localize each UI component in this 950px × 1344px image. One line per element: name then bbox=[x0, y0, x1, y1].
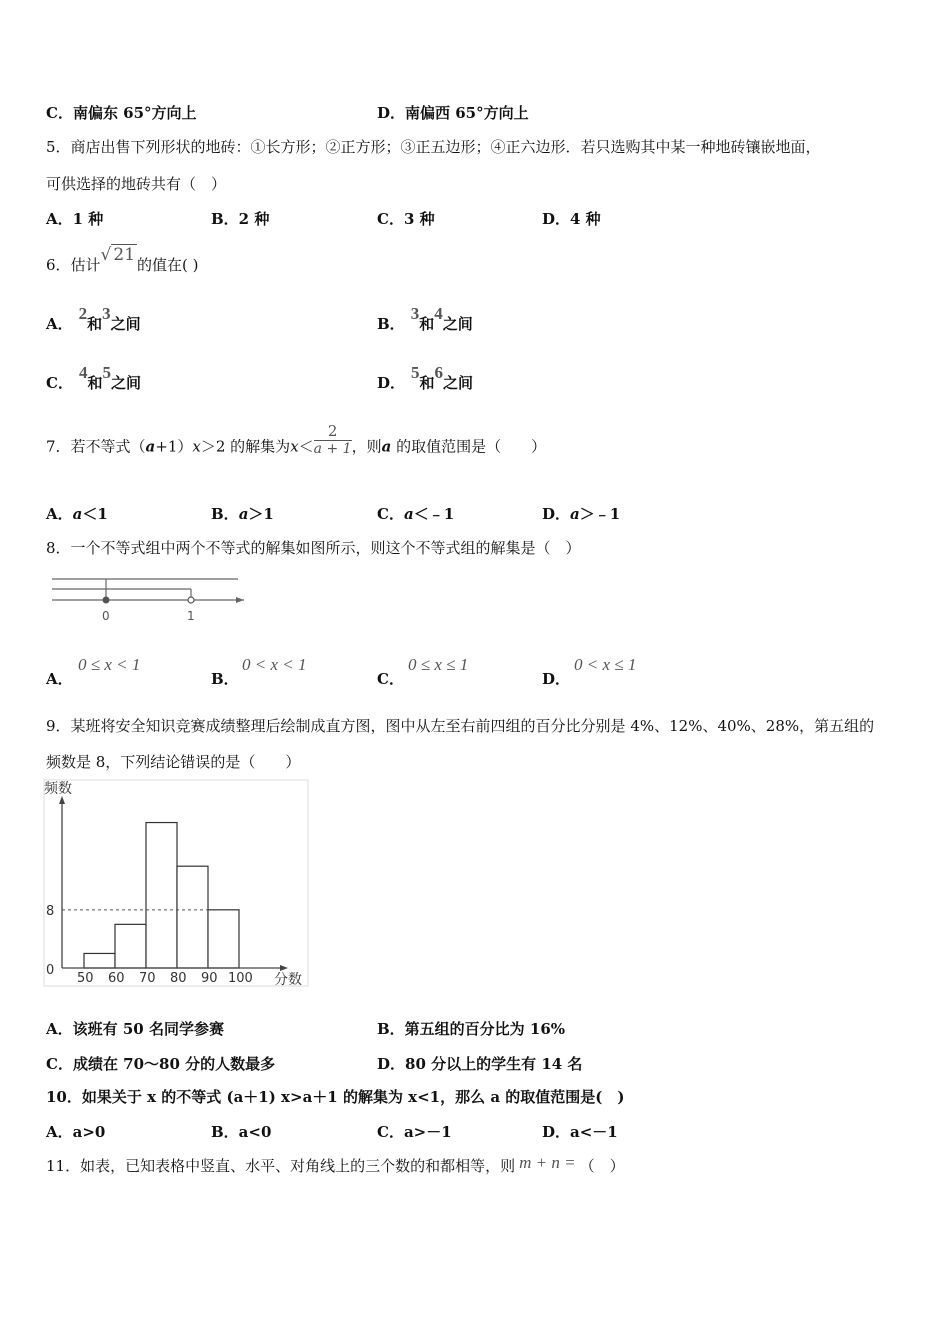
q6-suffix: 的值在( ) bbox=[137, 256, 199, 274]
q7-option-a-var: a bbox=[72, 505, 83, 523]
closed-point-0 bbox=[103, 597, 109, 603]
q6-option-b-mid: 和 bbox=[419, 315, 435, 333]
q7-part4: ，则 bbox=[351, 437, 382, 456]
q8-option-d-letter: D． bbox=[542, 670, 571, 688]
q6-option-b bbox=[377, 304, 473, 334]
q7-option-a bbox=[46, 503, 108, 524]
q6-option-d-n1: 5 bbox=[411, 363, 420, 382]
q5-text-line1: 5．商店出售下列形状的地砖：①长方形；②正方形；③正五边形；④正六边形．若只选购其中某一种地砖镶嵌地面， bbox=[46, 138, 821, 156]
q7-fraction bbox=[314, 422, 352, 457]
q9-option-d: D．80 分以上的学生有 14 名 bbox=[377, 1055, 583, 1073]
x-tick-70: 70 bbox=[139, 971, 156, 986]
histogram-bar-80-90 bbox=[177, 866, 208, 968]
q6-option-c bbox=[46, 363, 141, 393]
q7-part1: +1） bbox=[155, 437, 193, 456]
open-point-1 bbox=[188, 597, 194, 603]
q8-option-a-letter: A． bbox=[46, 670, 73, 688]
q9-option-a: A．该班有 50 名同学参赛 bbox=[46, 1020, 224, 1038]
q10-text: 10．如果关于 x 的不等式 (a＋1) x>a＋1 的解集为 x<1，那么 a 的取值范围是( ) bbox=[46, 1088, 625, 1106]
axis-label-0: 0 bbox=[102, 609, 110, 623]
q11-stem bbox=[46, 1155, 625, 1176]
q6-option-b-end: 之间 bbox=[442, 315, 473, 333]
q6-option-a-n1: 2 bbox=[78, 304, 88, 323]
q9-text-line2: 频数是 8，下列结论错误的是（ ） bbox=[46, 753, 301, 771]
q7-var-a2: a bbox=[381, 437, 392, 456]
q6-option-c-n2: 5 bbox=[102, 363, 111, 382]
q7-option-d-var: a bbox=[570, 505, 580, 523]
q6-stem bbox=[46, 245, 199, 275]
histogram-bars bbox=[84, 823, 239, 968]
q8-option-c-expr: 0 ≤ x ≤ 1 bbox=[408, 655, 469, 674]
q6-option-d bbox=[377, 363, 474, 393]
x-axis-label: 分数 bbox=[274, 972, 302, 988]
q6-option-a-mid: 和 bbox=[87, 315, 103, 333]
q8-option-d-expr: 0 < x ≤ 1 bbox=[574, 655, 637, 674]
x-axis-arrow-icon bbox=[280, 965, 288, 971]
q9-text-line1: 9．某班将安全知识竞赛成绩整理后绘制成直方图，图中从左至右前四组的百分比分别是 4%、12%、40%、28%，第五组的 bbox=[46, 717, 875, 735]
q7-prefix: 7．若不等式（ bbox=[46, 437, 146, 456]
q5-option-d: D．4 种 bbox=[542, 210, 601, 228]
q8-text: 8．一个不等式组中两个不等式的解集如图所示，则这个不等式组的解集是（ ） bbox=[46, 539, 581, 557]
q8-option-a-expr: 0 ≤ x < 1 bbox=[78, 655, 141, 674]
histogram-bar-90-100 bbox=[208, 910, 239, 968]
q7-stem bbox=[46, 422, 547, 465]
q4-option-c: C．南偏东 65°方向上 bbox=[46, 104, 197, 122]
histogram-bar-60-70 bbox=[115, 924, 146, 968]
q10-option-b: B．a<0 bbox=[211, 1123, 272, 1141]
q6-prefix: 6．估计 bbox=[46, 256, 101, 274]
q6-option-c-mid: 和 bbox=[87, 374, 103, 392]
q9-option-b: B．第五组的百分比为 16% bbox=[377, 1020, 566, 1038]
q6-option-b-n1: 3 bbox=[410, 304, 420, 323]
q7-option-c-letter: C． bbox=[377, 505, 404, 523]
q6-option-b-letter: B． bbox=[377, 315, 405, 333]
q8-option-b-letter: B． bbox=[211, 670, 239, 688]
q10-option-d: D．a<－1 bbox=[542, 1123, 618, 1141]
q5-text-line2: 可供选择的地砖共有（ ） bbox=[46, 175, 227, 193]
q6-option-d-letter: D． bbox=[377, 374, 406, 392]
axis-label-1: 1 bbox=[187, 609, 195, 623]
q7-part2: ＞2 的解集为 bbox=[200, 437, 291, 456]
q10-option-a: A．a>0 bbox=[46, 1123, 106, 1141]
q8-option-b-expr: 0 < x < 1 bbox=[242, 655, 307, 674]
q6-option-d-n2: 6 bbox=[434, 363, 444, 382]
q8-option-c-letter: C． bbox=[377, 670, 404, 688]
x-tick-50: 50 bbox=[77, 971, 94, 986]
y-tick-8: 8 bbox=[46, 903, 55, 919]
q7-option-c-var: a bbox=[403, 505, 414, 523]
q7-option-b bbox=[211, 503, 274, 524]
q6-option-a bbox=[46, 304, 141, 334]
x-tick-90: 90 bbox=[201, 971, 218, 986]
q9-histogram bbox=[42, 778, 314, 990]
q7-option-a-rest: ＜1 bbox=[82, 505, 108, 523]
q7-var-a1: a bbox=[145, 437, 156, 456]
histogram-bar-70-80 bbox=[146, 823, 177, 968]
q6-option-d-end: 之间 bbox=[443, 374, 474, 392]
q7-part5: 的取值范围是（ ） bbox=[391, 437, 547, 456]
q7-option-b-letter: B． bbox=[211, 505, 239, 523]
q4-option-d: D．南偏西 65°方向上 bbox=[377, 104, 529, 122]
sqrt-21: √ 21 bbox=[100, 245, 136, 265]
q7-option-d-rest: ＞﹣1 bbox=[579, 505, 621, 523]
q6-radicand: 21 bbox=[113, 245, 136, 265]
axis-arrow-icon bbox=[236, 597, 244, 603]
q7-option-a-letter: A． bbox=[46, 505, 73, 523]
x-tick-80: 80 bbox=[170, 971, 187, 986]
y-tick-0: 0 bbox=[46, 963, 55, 978]
q7-fraction-denominator: a + 1 bbox=[313, 441, 352, 457]
q9-option-c: C．成绩在 70～80 分的人数最多 bbox=[46, 1055, 276, 1073]
q6-option-a-n2: 3 bbox=[102, 304, 111, 323]
x-tick-labels bbox=[77, 971, 253, 986]
y-axis-arrow-icon bbox=[59, 796, 65, 804]
q7-option-c-rest: ＜﹣1 bbox=[413, 505, 455, 523]
q7-var-x2: x bbox=[290, 437, 299, 456]
q11-expr: m + n = bbox=[519, 1153, 576, 1172]
q7-option-d-letter: D． bbox=[542, 505, 571, 523]
q6-option-c-end: 之间 bbox=[110, 374, 141, 392]
q5-option-a: A．1 种 bbox=[46, 210, 104, 228]
q5-option-c: C．3 种 bbox=[377, 210, 435, 228]
q6-option-a-end: 之间 bbox=[110, 315, 141, 333]
q11-suffix: （ ） bbox=[579, 1157, 625, 1175]
q7-part3: ＜ bbox=[298, 437, 314, 456]
q6-option-d-mid: 和 bbox=[419, 374, 435, 392]
x-tick-100: 100 bbox=[228, 971, 253, 986]
q7-fraction-numerator: 2 bbox=[314, 422, 352, 441]
q10-option-c: C．a>－1 bbox=[377, 1123, 452, 1141]
q11-prefix: 11．如表，已知表格中竖直、水平、对角线上的三个数的和都相等，则 bbox=[46, 1157, 516, 1175]
histogram-bar-50-60 bbox=[84, 953, 115, 968]
q6-option-b-n2: 4 bbox=[434, 304, 443, 323]
q8-number-line bbox=[46, 570, 256, 630]
q6-option-c-n1: 4 bbox=[78, 363, 88, 382]
q6-option-a-letter: A． bbox=[46, 315, 73, 333]
q5-option-b: B．2 种 bbox=[211, 210, 270, 228]
q7-var-x1: x bbox=[192, 437, 201, 456]
q7-option-b-rest: ＞1 bbox=[248, 505, 274, 523]
q7-option-d bbox=[542, 503, 620, 524]
q7-option-c bbox=[377, 503, 454, 524]
x-tick-60: 60 bbox=[108, 971, 125, 986]
q7-option-b-var: a bbox=[238, 505, 249, 523]
q6-option-c-letter: C． bbox=[46, 374, 73, 392]
y-axis-label: 频数 bbox=[44, 781, 72, 797]
